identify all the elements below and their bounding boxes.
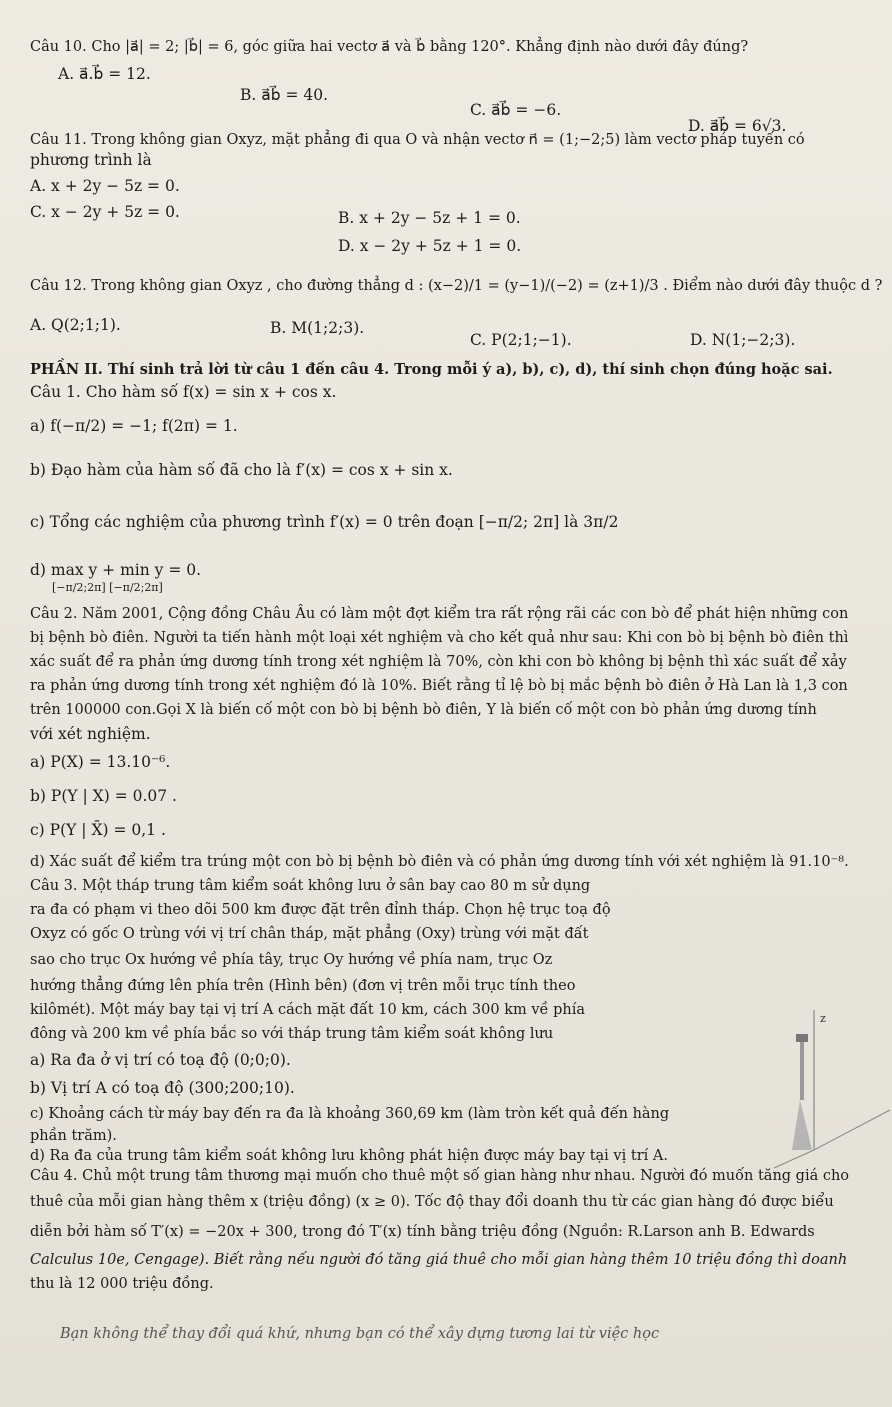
p2-q1-d: d) max y + min y = 0. — [30, 561, 202, 579]
p2-q4-line4: Calculus 10e, Cengage). Biết rằng nếu người đó tăng giá thuê cho mỗi gian hàng thêm 10 triệu đồng thì doanh — [30, 1252, 848, 1268]
p2-q3-line4: sao cho trục Ox hướng về phía tây, trục Oy hướng về phía nam, trục Oz — [30, 952, 553, 968]
fig-tower-base — [792, 1100, 812, 1150]
p2-q2-line5: trên 100000 con.Gọi X là biến cố một con bò bị bệnh bò điên, Y là biến cố một con bò phản ứng dương tính — [30, 702, 817, 718]
p2-q3-b: b) Vị trí A có toạ độ (300;200;10). — [30, 1079, 295, 1097]
q10-stem: Câu 10. Cho |a⃗| = 2; |b⃗| = 6, góc giữa hai vectơ a⃗ và b⃗ bằng 120°. Khẳng định nào dưới đây đúng? — [30, 39, 749, 55]
q11-option-c: C. x − 2y + 5z = 0. — [30, 203, 180, 221]
p2-q3-line5: hướng thẳng đứng lên phía trên (Hình bên) (đơn vị trên mỗi trục tính theo — [30, 978, 576, 994]
fig-tower-top — [796, 1034, 808, 1042]
footer-quote: Bạn không thể thay đổi quá khứ, nhưng bạn có thể xây dựng tương lai từ việc học — [60, 1326, 660, 1342]
p2-q1-d-intervals: [−π/2;2π] [−π/2;2π] — [52, 581, 163, 594]
p2-q2-line4: ra phản ứng dương tính trong xét nghiệm đó là 10%. Biết rằng tỉ lệ bò bị mắc bệnh bò điên ở Hà Lan là 1,3 con — [30, 678, 848, 694]
q10-option-c: C. a⃗b⃗ = −6. — [470, 101, 562, 119]
q11-option-b: B. x + 2y − 5z + 1 = 0. — [338, 209, 521, 227]
p2-q1-b: b) Đạo hàm của hàm số đã cho là f′(x) = cos x + sin x. — [30, 461, 453, 479]
p2-q1-stem: Câu 1. Cho hàm số f(x) = sin x + cos x. — [30, 383, 337, 401]
fig-y-axis — [814, 1110, 890, 1150]
p2-q4-line1: Câu 4. Chủ một trung tâm thương mại muốn cho thuê một số gian hàng như nhau. Người đó muốn tăng giá cho — [30, 1168, 850, 1184]
p2-q4-line5: thu là 12 000 triệu đồng. — [30, 1276, 214, 1292]
p2-q4-line3: diễn bởi hàm số T′(x) = −20x + 300, trong đó T′(x) tính bằng triệu đồng (Nguồn: R.Larson anh B. Edwards — [30, 1224, 815, 1240]
q11-option-d: D. x − 2y + 5z + 1 = 0. — [338, 237, 522, 255]
tower-figure — [770, 1000, 892, 1170]
p2-q1-c: c) Tổng các nghiệm của phương trình f′(x) = 0 trên đoạn [−π/2; 2π] là 3π/2 — [30, 513, 619, 531]
p2-q3-line7: đông và 200 km về phía bắc so với tháp trung tâm kiểm soát không lưu — [30, 1026, 554, 1042]
p2-q2-line3: xác suất để ra phản ứng dương tính trong xét nghiệm là 70%, còn khi con bò không bị bệnh thì xác suất để xảy — [30, 654, 847, 670]
p2-q2-line6: với xét nghiệm. — [30, 725, 151, 743]
p2-q2-d: d) Xác suất để kiểm tra trúng một con bò bị bệnh bò điên và có phản ứng dương tính với xét nghiệm là 91.10⁻⁸. — [30, 854, 849, 870]
q10-option-a: A. a⃗.b⃗ = 12. — [58, 65, 151, 83]
q12-option-d: D. N(1;−2;3). — [690, 331, 796, 349]
q12-option-a: A. Q(2;1;1). — [30, 316, 121, 334]
p2-q3-d: d) Ra đa của trung tâm kiểm soát không lưu không phát hiện được máy bay tại vị trí A. — [30, 1148, 668, 1164]
q11-stem-cont: phương trình là — [30, 151, 152, 169]
p2-q2-line1: Câu 2. Năm 2001, Cộng đồng Châu Âu có làm một đợt kiểm tra rất rộng rãi các con bò để phát hiện những con — [30, 606, 849, 622]
fig-z-label: z — [820, 1012, 826, 1025]
p2-q3-line1: Câu 3. Một tháp trung tâm kiểm soát không lưu ở sân bay cao 80 m sử dụng — [30, 878, 591, 894]
q11-stem: Câu 11. Trong không gian Oxyz, mặt phẳng đi qua O và nhận vectơ n⃗ = (1;−2;5) làm vectơ pháp tuyến có — [30, 132, 805, 148]
p2-q2-line2: bị bệnh bò điên. Người ta tiến hành một loại xét nghiệm và cho kết quả như sau: Khi con bò bị bệnh bò điên thì — [30, 630, 849, 646]
fig-tower — [800, 1040, 804, 1100]
q12-option-c: C. P(2;1;−1). — [470, 331, 572, 349]
q11-option-a: A. x + 2y − 5z = 0. — [30, 177, 180, 195]
p2-q2-b: b) P(Y | X) = 0.07 . — [30, 787, 177, 805]
q12-option-b: B. M(1;2;3). — [270, 319, 365, 337]
part2-heading: PHẦN II. Thí sinh trả lời từ câu 1 đến câu 4. Trong mỗi ý a), b), c), d), thí sinh chọn đúng hoặc sai. — [30, 361, 833, 378]
p2-q2-c: c) P(Y | X̄) = 0,1 . — [30, 821, 166, 839]
p2-q1-a: a) f(−π/2) = −1; f(2π) = 1. — [30, 417, 238, 435]
q10-option-b: B. a⃗b⃗ = 40. — [240, 86, 329, 104]
p2-q3-line3: Oxyz có gốc O trùng với vị trí chân tháp, mặt phẳng (Oxy) trùng với mặt đất — [30, 926, 589, 942]
p2-q3-line6: kilômét). Một máy bay tại vị trí A cách mặt đất 10 km, cách 300 km về phía — [30, 1002, 585, 1018]
p2-q4-line2: thuê của mỗi gian hàng thêm x (triệu đồng) (x ≥ 0). Tốc độ thay đổi doanh thu từ các gian hàng đó được biểu — [30, 1194, 834, 1210]
p2-q2-a: a) P(X) = 13.10⁻⁶. — [30, 753, 171, 771]
q12-stem: Câu 12. Trong không gian Oxyz , cho đường thẳng d : (x−2)/1 = (y−1)/(−2) = (z+1)/3 . Điểm nào dưới đây thuộc d ? — [30, 278, 883, 294]
q10-option-d: D. a⃗b⃗ = 6√3. — [688, 117, 787, 135]
p2-q3-a: a) Ra đa ở vị trí có toạ độ (0;0;0). — [30, 1051, 291, 1069]
p2-q3-line2: ra đa có phạm vi theo dõi 500 km được đặt trên đỉnh tháp. Chọn hệ trục toạ độ — [30, 902, 611, 918]
p2-q3-c-cont: phần trăm). — [30, 1128, 117, 1144]
p2-q3-c: c) Khoảng cách từ máy bay đến ra đa là khoảng 360,69 km (làm tròn kết quả đến hàng — [30, 1106, 670, 1122]
